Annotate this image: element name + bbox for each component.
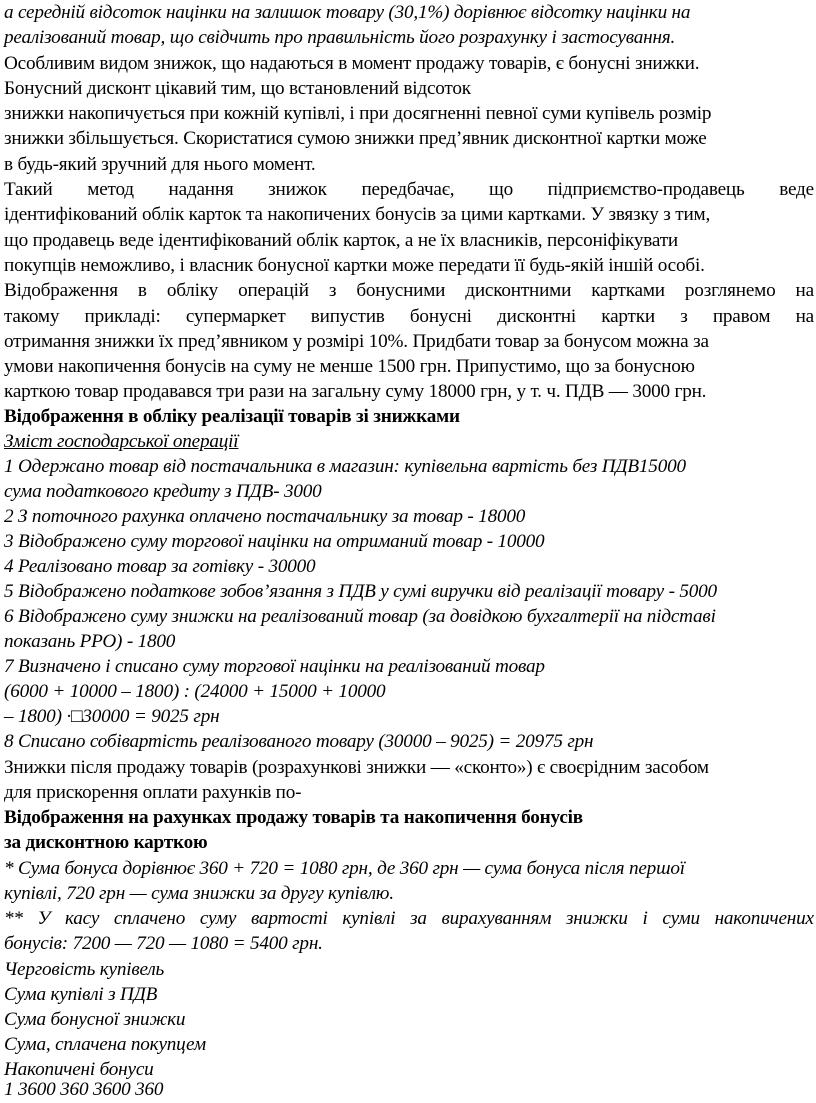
- word: картки: [601, 306, 655, 327]
- word: знижки: [565, 908, 628, 929]
- operation-line: 2 З поточного рахунка оплачено постачальнику за товар - 18000: [4, 506, 526, 527]
- word: Такий: [4, 179, 53, 200]
- table-header-line: Черговість купівель: [4, 959, 165, 980]
- table-header-line: Накопичені бонуси: [4, 1059, 154, 1080]
- word: картками: [591, 280, 665, 301]
- word: операцій: [238, 280, 309, 301]
- word: У: [37, 908, 51, 929]
- word: і: [642, 908, 648, 929]
- word: випустив: [310, 306, 385, 327]
- operation-line: 6 Відображено суму знижки на реалізований товар (за довідкою бухгалтерії на підставі: [4, 606, 716, 627]
- note-line: * Сума бонуса дорівнює 360 + 720 = 1080 грн, де 360 грн — сума бонуса після першої: [4, 858, 685, 879]
- word: розглянемо: [684, 280, 776, 301]
- operation-line: – 1800) ·□30000 = 9025 грн: [4, 706, 220, 727]
- section-heading: Відображення в обліку реалізації товарів зі знижками: [4, 406, 460, 427]
- operation-line: 4 Реалізовано товар за готівку - 30000: [4, 556, 316, 577]
- word: за: [410, 908, 427, 929]
- word: **: [4, 908, 23, 929]
- word: сплачено: [113, 908, 186, 929]
- operation-line: сума податкового кредиту з ПДВ- 3000: [4, 481, 322, 502]
- text-line: знижки накопичується при кожній купівлі, і при досягненні певної суми купівель розмір: [4, 103, 712, 124]
- text-line: Знижки після продажу товарів (розрахункові знижки — «сконто») є своєрідним засобом: [4, 757, 709, 778]
- word: суму: [199, 908, 237, 929]
- word: передбачає,: [361, 179, 455, 200]
- operation-line: показань РРО) - 1800: [4, 631, 176, 652]
- text-line: що продавець веде ідентифікований облік карток, а не їх власників, персоніфікувати: [4, 230, 678, 251]
- word: вирахуванням: [441, 908, 552, 929]
- word: надання: [168, 179, 234, 200]
- operation-line: 5 Відображено податкове зобов’язання з ПДВ у сумі виручки від реалізації товару - 5000: [4, 581, 717, 602]
- table-header-line: Сума, сплачена покупцем: [4, 1034, 206, 1055]
- text-line: ідентифікований облік карток та накопичених бонусів за цими картками. У звязку з тим,: [4, 204, 711, 225]
- word: бонусні: [409, 306, 472, 327]
- subheading: Зміст господарської операції: [4, 431, 239, 452]
- operation-line: 7 Визначено і списано суму торгової націнки на реалізований товар: [4, 656, 545, 677]
- word: веде: [779, 179, 814, 200]
- text-line: в будь-який зручний для нього момент.: [4, 154, 316, 175]
- text-line: карткою товар продавався три рази на загальну суму 18000 грн, у т. ч. ПДВ — 3000 грн.: [4, 381, 707, 402]
- word: супермаркет: [185, 306, 286, 327]
- word: що: [489, 179, 513, 200]
- word: бонусними: [356, 280, 446, 301]
- text-line: умови накопичення бонусів на суму не менше 1500 грн. Припустимо, що за бонусною: [4, 356, 695, 377]
- word: на: [795, 280, 814, 301]
- word: дисконтні: [497, 306, 577, 327]
- section-heading: Відображення на рахунках продажу товарів та накопичення бонусів: [4, 807, 583, 828]
- table-header-line: Сума купівлі з ПДВ: [4, 984, 158, 1005]
- text-line-justified: [4, 178, 814, 202]
- word: касу: [64, 908, 100, 929]
- word: обліку: [166, 280, 219, 301]
- note-line-justified: [4, 907, 814, 931]
- text-line: отримання знижки їх пред’явником у розмірі 10%. Придбати товар за бонусом можна за: [4, 331, 709, 352]
- table-header-line: Сума бонусної знижки: [4, 1009, 186, 1030]
- text-line: для прискорення оплати рахунків по-: [4, 782, 302, 803]
- section-heading: за дисконтною карткою: [4, 832, 208, 853]
- text-line: а середній відсоток націнки на залишок товару (30,1%) дорівнює відсотку націнки на: [4, 2, 691, 23]
- word: суми: [662, 908, 700, 929]
- table-row-line: 1 3600 360 3600 360: [4, 1079, 164, 1100]
- word: прикладі:: [84, 306, 161, 327]
- text-line-justified: [4, 305, 814, 329]
- word: з: [680, 306, 688, 327]
- operation-line: 1 Одержано товар від постачальника в магазин: купівельна вартість без ПДВ15000: [4, 456, 686, 477]
- word: знижок: [268, 179, 327, 200]
- word: підприємство-продавець: [547, 179, 745, 200]
- operation-line: (6000 + 10000 – 1800) : (24000 + 15000 + 10000: [4, 681, 386, 702]
- text-line: Бонусний дисконт цікавий тим, що встановлений відсоток: [4, 78, 471, 99]
- word: на: [795, 306, 814, 327]
- word: метод: [87, 179, 134, 200]
- word: купівлі: [342, 908, 396, 929]
- text-line: знижки збільшується. Скористатися сумою знижки пред’явник дисконтної картки може: [4, 128, 707, 149]
- text-line: реалізований товар, що свідчить про правильність його розрахунку і застосування.: [4, 27, 676, 48]
- operation-line: 8 Списано собівартість реалізованого товару (30000 – 9025) = 20975 грн: [4, 731, 594, 752]
- word: з: [328, 280, 337, 301]
- operation-line: 3 Відображено суму торгової націнки на отриманий товар - 10000: [4, 531, 545, 552]
- text-line: покупців неможливо, і власник бонусної картки може передати її будь-якій іншій особі.: [4, 255, 705, 276]
- word: накопичених: [714, 908, 814, 929]
- word: такому: [4, 306, 60, 327]
- note-line: купівлі, 720 грн — сума знижки за другу купівлю.: [4, 883, 394, 904]
- word: Відображення: [4, 280, 118, 301]
- text-line-justified: [4, 279, 814, 303]
- word: правом: [712, 306, 771, 327]
- word: вартості: [250, 908, 328, 929]
- word: дисконтними: [465, 280, 572, 301]
- word: в: [137, 280, 147, 301]
- note-line: бонусів: 7200 — 720 — 1080 = 5400 грн.: [4, 933, 323, 954]
- text-line: Особливим видом знижок, що надаються в момент продажу товарів, є бонусні знижки.: [4, 53, 700, 74]
